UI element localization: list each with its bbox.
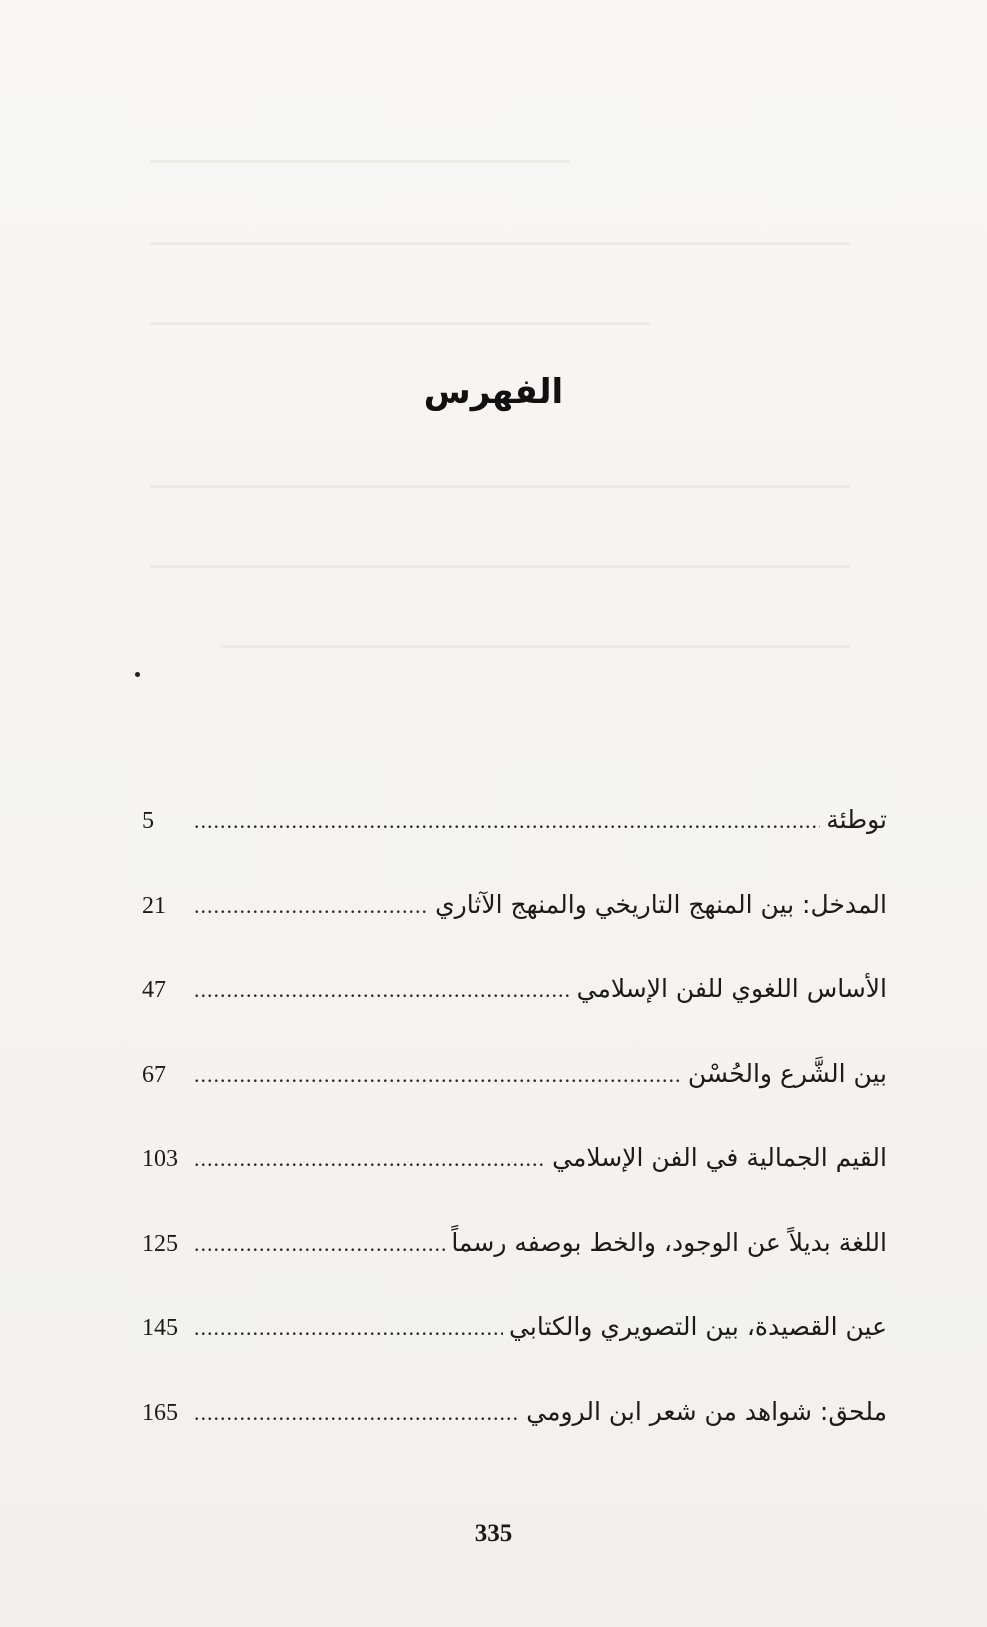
toc-entry [142, 805, 887, 890]
toc-entry-title: المدخل: بين المنهج التاريخي والمنهج الآثاري [435, 889, 887, 919]
toc-entry-page: 21 [142, 892, 166, 919]
toc-dot-leader [194, 1062, 682, 1088]
toc-dot-leader [194, 1231, 445, 1257]
ink-dot [135, 672, 140, 677]
toc-dot-leader [194, 1146, 546, 1172]
toc-entry-page: 165 [142, 1399, 178, 1426]
show-through-line [150, 485, 850, 488]
toc-dot-leader [194, 977, 571, 1003]
toc-entry-page: 125 [142, 1230, 178, 1257]
toc-entry-title: القيم الجمالية في الفن الإسلامي [552, 1143, 887, 1172]
page-number: 335 [474, 1520, 513, 1547]
show-through-line [220, 645, 850, 648]
toc-entry-title: ملحق: شواهد من شعر ابن الرومي [526, 1396, 887, 1426]
toc-entry [142, 1143, 887, 1228]
toc-entry [142, 1397, 887, 1482]
toc-dot-leader [194, 893, 429, 919]
table-of-contents [142, 805, 887, 1481]
page-title: الفهرس [423, 372, 564, 412]
show-through-line [150, 322, 650, 325]
toc-entry-page: 5 [142, 808, 154, 834]
toc-entry [142, 1228, 887, 1313]
toc-dot-leader [194, 808, 820, 834]
toc-entry [142, 1312, 887, 1397]
toc-entry-page: 47 [142, 977, 166, 1003]
toc-entry-title: توطئة [826, 805, 887, 834]
toc-dot-leader [194, 1400, 520, 1426]
toc-entry-title: بين الشَّرع والحُسْن [687, 1058, 887, 1088]
show-through-line [150, 565, 850, 568]
toc-entry [142, 974, 887, 1059]
toc-entry-title: الأساس اللغوي للفن الإسلامي [576, 974, 887, 1003]
toc-entry [142, 1059, 887, 1144]
toc-entry-page: 67 [142, 1061, 166, 1088]
toc-entry-page: 103 [142, 1146, 178, 1172]
toc-dot-leader [194, 1315, 503, 1341]
show-through-line [150, 160, 570, 163]
toc-entry-title: عين القصيدة، بين التصويري والكتابي [509, 1312, 887, 1341]
show-through-line [150, 242, 850, 245]
toc-entry-title: اللغة بديلاً عن الوجود، والخط بوصفه رسماً [451, 1227, 887, 1257]
toc-entry-page: 145 [142, 1315, 178, 1341]
toc-entry [142, 890, 887, 975]
